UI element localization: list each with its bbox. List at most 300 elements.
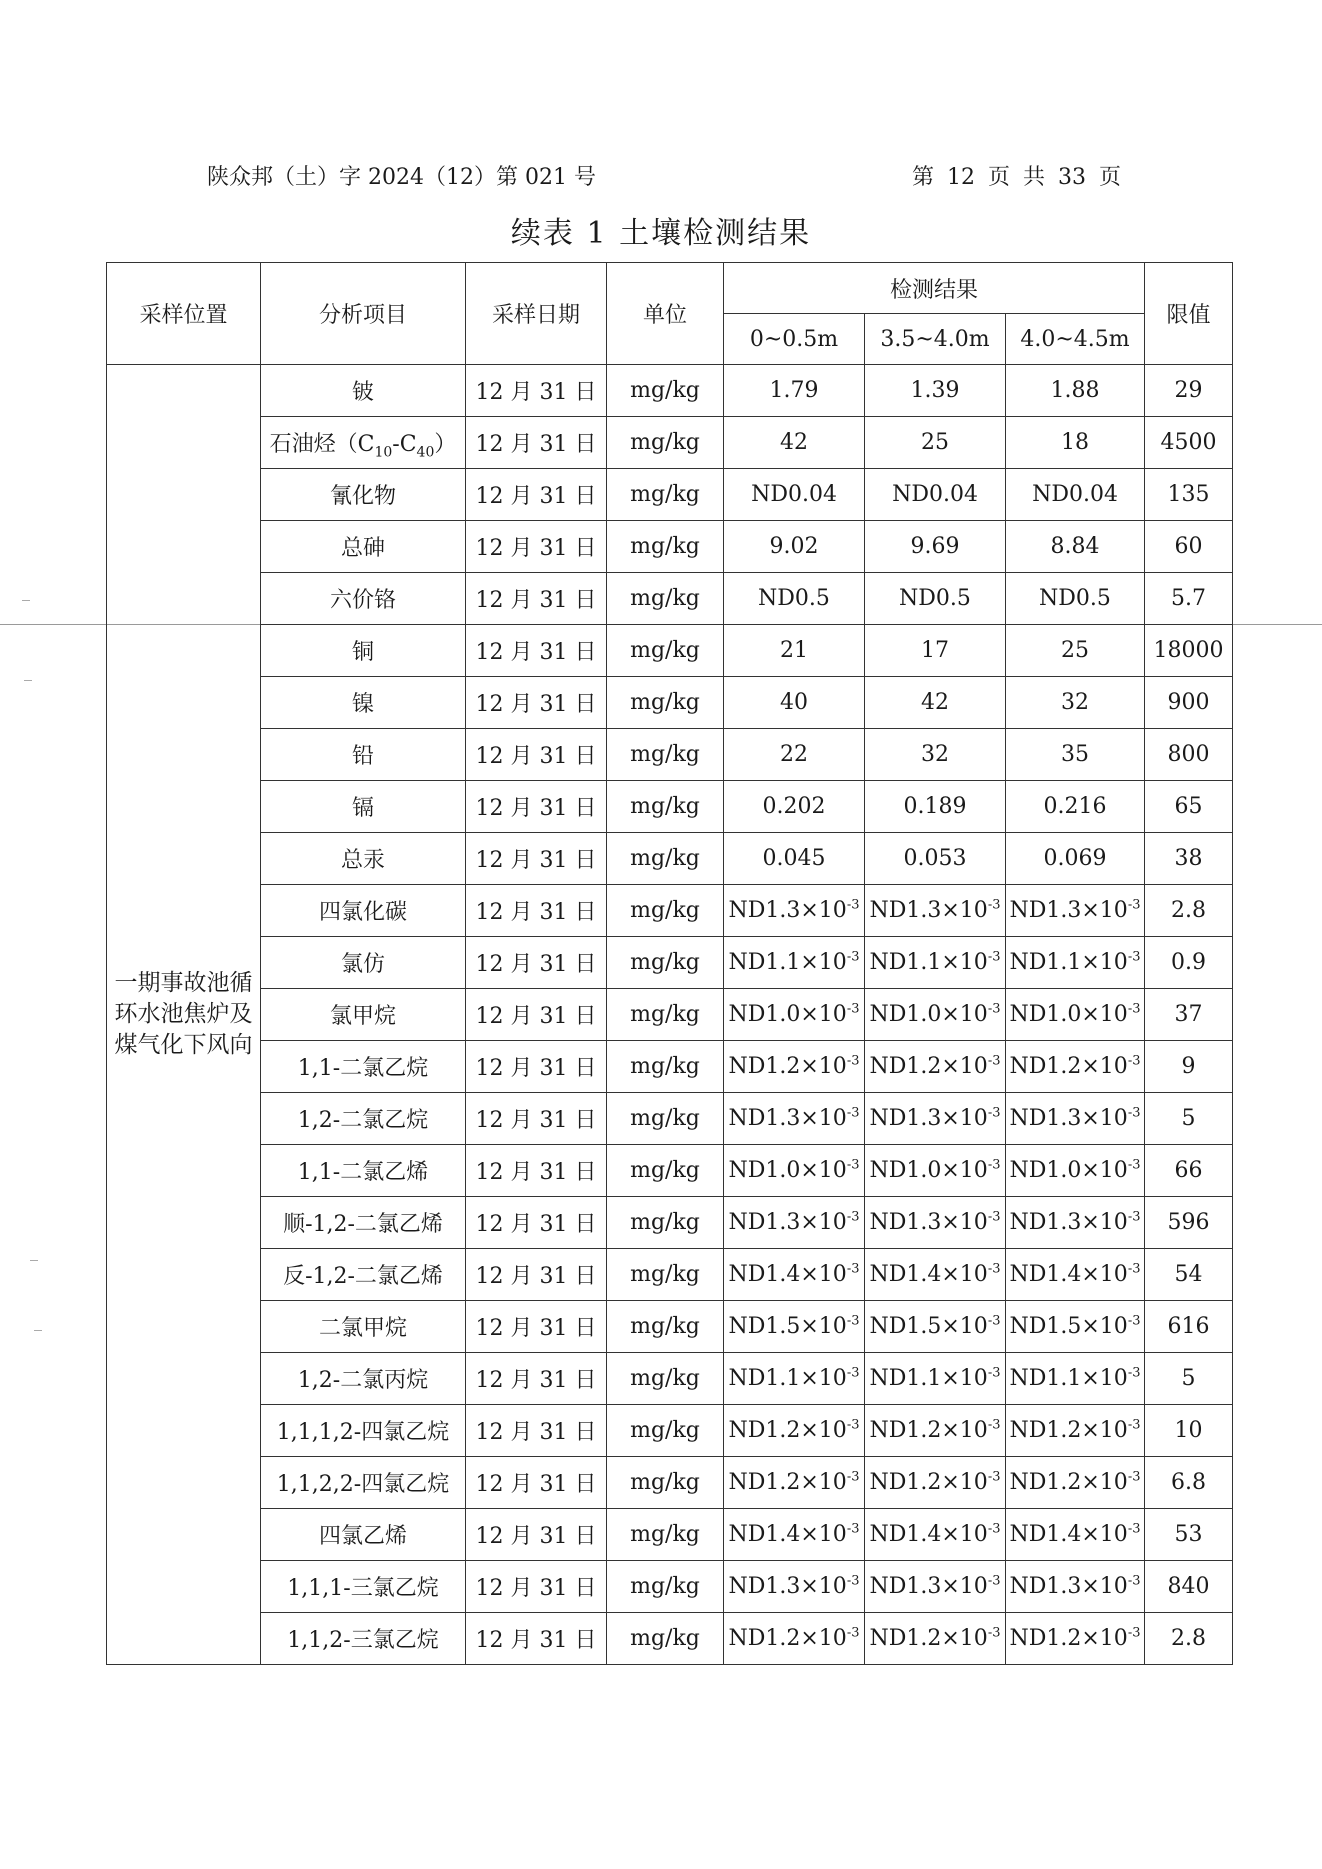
col-depth1-header: 0~0.5m xyxy=(724,314,865,365)
result-base: ND1.3×10 xyxy=(728,898,847,923)
result-base: ND1.2×10 xyxy=(869,1626,988,1651)
result-cell: 32 xyxy=(1006,677,1145,729)
unit-cell: mg/kg xyxy=(607,1249,724,1301)
sampling-date-cell: 12 月 31 日 xyxy=(466,1353,607,1405)
result-exponent: -3 xyxy=(846,1469,860,1485)
result-exponent: -3 xyxy=(987,949,1001,965)
result-cell xyxy=(865,885,1006,937)
sampling-date-cell: 12 月 31 日 xyxy=(466,1041,607,1093)
table-row xyxy=(107,573,1233,625)
limit-cell: 5.7 xyxy=(1145,573,1233,625)
result-base: ND1.2×10 xyxy=(869,1470,988,1495)
result-cell xyxy=(724,1509,865,1561)
result-cell: ND0.5 xyxy=(865,573,1006,625)
analysis-item-cell: 1,1,2-三氯乙烷 xyxy=(261,1613,466,1665)
table-row xyxy=(107,1457,1233,1509)
table-row xyxy=(107,1197,1233,1249)
result-exponent: -3 xyxy=(846,1625,860,1641)
result-cell xyxy=(724,1249,865,1301)
unit-cell: mg/kg xyxy=(607,417,724,469)
unit-cell: mg/kg xyxy=(607,521,724,573)
result-base: ND1.1×10 xyxy=(728,950,847,975)
sampling-date-cell: 12 月 31 日 xyxy=(466,521,607,573)
result-exponent: -3 xyxy=(987,1001,1001,1017)
result-cell xyxy=(865,989,1006,1041)
result-base: ND1.4×10 xyxy=(1009,1522,1128,1547)
result-base: ND1.0×10 xyxy=(728,1158,847,1183)
limit-cell: 900 xyxy=(1145,677,1233,729)
unit-cell: mg/kg xyxy=(607,1561,724,1613)
col-results-header: 检测结果 xyxy=(724,263,1145,314)
result-cell xyxy=(865,937,1006,989)
result-cell: 42 xyxy=(865,677,1006,729)
result-base: ND1.0×10 xyxy=(869,1158,988,1183)
result-cell xyxy=(865,1041,1006,1093)
result-base: ND1.2×10 xyxy=(728,1418,847,1443)
limit-cell: 800 xyxy=(1145,729,1233,781)
result-cell xyxy=(724,1561,865,1613)
analysis-item-part: 40 xyxy=(416,444,435,461)
result-base: ND1.5×10 xyxy=(869,1314,988,1339)
result-cell xyxy=(1006,1457,1145,1509)
result-base: ND1.0×10 xyxy=(1009,1002,1128,1027)
limit-cell: 29 xyxy=(1145,365,1233,417)
result-cell: ND0.04 xyxy=(865,469,1006,521)
analysis-item-cell: 反-1,2-二氯乙烯 xyxy=(261,1249,466,1301)
col-limit-header: 限值 xyxy=(1145,263,1233,365)
analysis-item-cell: 六价铬 xyxy=(261,573,466,625)
result-cell xyxy=(865,1249,1006,1301)
table-row xyxy=(107,1093,1233,1145)
result-exponent: -3 xyxy=(987,1469,1001,1485)
result-cell: 40 xyxy=(724,677,865,729)
unit-cell: mg/kg xyxy=(607,937,724,989)
result-exponent: -3 xyxy=(846,1157,860,1173)
result-cell xyxy=(865,1613,1006,1665)
result-base: ND1.5×10 xyxy=(728,1314,847,1339)
unit-cell: mg/kg xyxy=(607,573,724,625)
result-exponent: -3 xyxy=(846,949,860,965)
unit-cell: mg/kg xyxy=(607,677,724,729)
result-cell: 42 xyxy=(724,417,865,469)
unit-cell: mg/kg xyxy=(607,781,724,833)
result-exponent: -3 xyxy=(846,1313,860,1329)
limit-cell: 2.8 xyxy=(1145,885,1233,937)
result-cell xyxy=(724,989,865,1041)
result-exponent: -3 xyxy=(846,1365,860,1381)
table-row xyxy=(107,1145,1233,1197)
result-cell xyxy=(1006,1509,1145,1561)
result-cell xyxy=(1006,1561,1145,1613)
unit-cell: mg/kg xyxy=(607,1301,724,1353)
result-exponent: -3 xyxy=(1127,1157,1141,1173)
result-base: ND1.1×10 xyxy=(728,1366,847,1391)
result-cell: 1.79 xyxy=(724,365,865,417)
table-row xyxy=(107,417,1233,469)
result-cell xyxy=(724,1301,865,1353)
unit-cell: mg/kg xyxy=(607,1093,724,1145)
analysis-item-cell: 1,2-二氯丙烷 xyxy=(261,1353,466,1405)
limit-cell: 616 xyxy=(1145,1301,1233,1353)
unit-cell: mg/kg xyxy=(607,1353,724,1405)
result-base: ND1.4×10 xyxy=(869,1262,988,1287)
table-row xyxy=(107,469,1233,521)
result-exponent: -3 xyxy=(846,1573,860,1589)
result-cell xyxy=(865,1353,1006,1405)
col-depth2-header: 3.5~4.0m xyxy=(865,314,1006,365)
result-cell: 18 xyxy=(1006,417,1145,469)
result-cell: 0.045 xyxy=(724,833,865,885)
unit-cell: mg/kg xyxy=(607,989,724,1041)
table-row xyxy=(107,1249,1233,1301)
result-base: ND1.1×10 xyxy=(869,1366,988,1391)
analysis-item-part: -C xyxy=(392,432,417,457)
limit-cell: 6.8 xyxy=(1145,1457,1233,1509)
limit-cell: 4500 xyxy=(1145,417,1233,469)
limit-cell: 596 xyxy=(1145,1197,1233,1249)
result-cell: ND0.04 xyxy=(724,469,865,521)
result-exponent: -3 xyxy=(987,1157,1001,1173)
result-exponent: -3 xyxy=(1127,1365,1141,1381)
limit-cell: 37 xyxy=(1145,989,1233,1041)
result-base: ND1.1×10 xyxy=(1009,1366,1128,1391)
result-base: ND1.3×10 xyxy=(1009,1106,1128,1131)
table-row xyxy=(107,781,1233,833)
sampling-date-cell: 12 月 31 日 xyxy=(466,625,607,677)
unit-cell: mg/kg xyxy=(607,1457,724,1509)
result-exponent: -3 xyxy=(1127,1261,1141,1277)
result-cell xyxy=(1006,1301,1145,1353)
analysis-item-cell: 总砷 xyxy=(261,521,466,573)
table-row xyxy=(107,521,1233,573)
analysis-item-cell: 1,1-二氯乙烯 xyxy=(261,1145,466,1197)
result-exponent: -3 xyxy=(1127,1573,1141,1589)
limit-cell: 38 xyxy=(1145,833,1233,885)
result-base: ND1.2×10 xyxy=(1009,1470,1128,1495)
result-exponent: -3 xyxy=(1127,1625,1141,1641)
sampling-date-cell: 12 月 31 日 xyxy=(466,989,607,1041)
sampling-date-cell: 12 月 31 日 xyxy=(466,469,607,521)
limit-cell: 5 xyxy=(1145,1353,1233,1405)
result-exponent: -3 xyxy=(846,1261,860,1277)
table-row xyxy=(107,677,1233,729)
table-row xyxy=(107,1509,1233,1561)
result-cell xyxy=(1006,1197,1145,1249)
unit-cell: mg/kg xyxy=(607,885,724,937)
table-row xyxy=(107,729,1233,781)
table-title: 续表 1 土壤检测结果 xyxy=(510,216,812,251)
result-cell: ND0.5 xyxy=(1006,573,1145,625)
result-cell xyxy=(1006,1093,1145,1145)
col-item-header: 分析项目 xyxy=(261,263,466,365)
result-cell xyxy=(1006,1613,1145,1665)
result-exponent: -3 xyxy=(1127,1001,1141,1017)
analysis-item-cell: 镍 xyxy=(261,677,466,729)
analysis-item-cell: 1,1,1-三氯乙烷 xyxy=(261,1561,466,1613)
sampling-date-cell: 12 月 31 日 xyxy=(466,677,607,729)
sampling-date-cell: 12 月 31 日 xyxy=(466,1249,607,1301)
table-row xyxy=(107,1405,1233,1457)
analysis-item-cell: 顺-1,2-二氯乙烯 xyxy=(261,1197,466,1249)
result-cell: 9.69 xyxy=(865,521,1006,573)
result-base: ND1.0×10 xyxy=(869,1002,988,1027)
result-base: ND1.3×10 xyxy=(869,898,988,923)
unit-cell: mg/kg xyxy=(607,365,724,417)
result-exponent: -3 xyxy=(1127,1209,1141,1225)
result-cell xyxy=(724,1353,865,1405)
result-cell: 8.84 xyxy=(1006,521,1145,573)
limit-cell: 2.8 xyxy=(1145,1613,1233,1665)
analysis-item-cell: 铅 xyxy=(261,729,466,781)
result-cell xyxy=(865,1457,1006,1509)
analysis-item-cell xyxy=(261,417,466,469)
sampling-date-cell: 12 月 31 日 xyxy=(466,833,607,885)
limit-cell: 18000 xyxy=(1145,625,1233,677)
analysis-item-cell: 1,1,1,2-四氯乙烷 xyxy=(261,1405,466,1457)
analysis-item-part: 10 xyxy=(374,444,393,461)
result-base: ND1.2×10 xyxy=(1009,1418,1128,1443)
result-base: ND1.3×10 xyxy=(869,1574,988,1599)
result-exponent: -3 xyxy=(846,1001,860,1017)
result-exponent: -3 xyxy=(987,1105,1001,1121)
result-cell: 17 xyxy=(865,625,1006,677)
table-row xyxy=(107,937,1233,989)
limit-cell: 135 xyxy=(1145,469,1233,521)
result-exponent: -3 xyxy=(846,1105,860,1121)
result-base: ND1.4×10 xyxy=(728,1522,847,1547)
result-cell xyxy=(1006,1041,1145,1093)
table-row xyxy=(107,989,1233,1041)
result-cell xyxy=(724,885,865,937)
table-row xyxy=(107,1613,1233,1665)
sampling-date-cell: 12 月 31 日 xyxy=(466,365,607,417)
result-cell xyxy=(724,1405,865,1457)
result-exponent: -3 xyxy=(1127,949,1141,965)
result-cell xyxy=(724,1613,865,1665)
sampling-date-cell: 12 月 31 日 xyxy=(466,1405,607,1457)
result-base: ND1.2×10 xyxy=(728,1626,847,1651)
result-cell: 32 xyxy=(865,729,1006,781)
result-exponent: -3 xyxy=(987,1313,1001,1329)
result-cell xyxy=(724,937,865,989)
unit-cell: mg/kg xyxy=(607,625,724,677)
result-base: ND1.5×10 xyxy=(1009,1314,1128,1339)
result-cell xyxy=(724,1093,865,1145)
result-base: ND1.3×10 xyxy=(869,1106,988,1131)
result-base: ND1.1×10 xyxy=(1009,950,1128,975)
analysis-item-cell: 总汞 xyxy=(261,833,466,885)
result-cell xyxy=(1006,937,1145,989)
result-cell xyxy=(1006,1145,1145,1197)
result-cell: ND0.04 xyxy=(1006,469,1145,521)
result-exponent: -3 xyxy=(846,1521,860,1537)
sampling-date-cell: 12 月 31 日 xyxy=(466,1457,607,1509)
result-base: ND1.2×10 xyxy=(728,1470,847,1495)
result-cell xyxy=(865,1301,1006,1353)
analysis-item-cell: 铍 xyxy=(261,365,466,417)
result-cell: 1.88 xyxy=(1006,365,1145,417)
result-base: ND1.2×10 xyxy=(869,1418,988,1443)
result-exponent: -3 xyxy=(987,897,1001,913)
scan-mark xyxy=(22,600,30,601)
sampling-date-cell: 12 月 31 日 xyxy=(466,1197,607,1249)
result-base: ND1.0×10 xyxy=(728,1002,847,1027)
result-exponent: -3 xyxy=(846,1417,860,1433)
result-cell: 25 xyxy=(1006,625,1145,677)
result-cell: 25 xyxy=(865,417,1006,469)
result-exponent: -3 xyxy=(1127,1417,1141,1433)
analysis-item-part: ） xyxy=(434,432,457,457)
analysis-item-cell: 铜 xyxy=(261,625,466,677)
limit-cell: 0.9 xyxy=(1145,937,1233,989)
result-base: ND1.2×10 xyxy=(1009,1626,1128,1651)
result-exponent: -3 xyxy=(846,897,860,913)
sampling-date-cell: 12 月 31 日 xyxy=(466,1301,607,1353)
limit-cell: 9 xyxy=(1145,1041,1233,1093)
result-exponent: -3 xyxy=(1127,1469,1141,1485)
result-base: ND1.3×10 xyxy=(728,1574,847,1599)
result-base: ND1.4×10 xyxy=(728,1262,847,1287)
result-cell: 0.216 xyxy=(1006,781,1145,833)
result-cell xyxy=(865,1093,1006,1145)
sampling-date-cell: 12 月 31 日 xyxy=(466,937,607,989)
result-exponent: -3 xyxy=(1127,1313,1141,1329)
result-exponent: -3 xyxy=(987,1573,1001,1589)
result-base: ND1.2×10 xyxy=(1009,1054,1128,1079)
result-cell: ND0.5 xyxy=(724,573,865,625)
result-cell xyxy=(1006,885,1145,937)
analysis-item-cell: 氰化物 xyxy=(261,469,466,521)
table-row xyxy=(107,833,1233,885)
result-exponent: -3 xyxy=(987,1625,1001,1641)
sampling-date-cell: 12 月 31 日 xyxy=(466,729,607,781)
result-exponent: -3 xyxy=(1127,1105,1141,1121)
result-exponent: -3 xyxy=(987,1261,1001,1277)
limit-cell: 54 xyxy=(1145,1249,1233,1301)
table-row xyxy=(107,1301,1233,1353)
sampling-date-cell: 12 月 31 日 xyxy=(466,1509,607,1561)
table-row xyxy=(107,625,1233,677)
result-cell xyxy=(865,1509,1006,1561)
result-cell: 22 xyxy=(724,729,865,781)
col-date-header: 采样日期 xyxy=(466,263,607,365)
analysis-item-cell: 氯甲烷 xyxy=(261,989,466,1041)
result-base: ND1.1×10 xyxy=(869,950,988,975)
result-exponent: -3 xyxy=(1127,1053,1141,1069)
limit-cell: 840 xyxy=(1145,1561,1233,1613)
table-row xyxy=(107,365,1233,417)
sampling-date-cell: 12 月 31 日 xyxy=(466,1093,607,1145)
result-base: ND1.3×10 xyxy=(1009,898,1128,923)
result-base: ND1.3×10 xyxy=(869,1210,988,1235)
unit-cell: mg/kg xyxy=(607,833,724,885)
unit-cell: mg/kg xyxy=(607,1041,724,1093)
unit-cell: mg/kg xyxy=(607,1613,724,1665)
limit-cell: 5 xyxy=(1145,1093,1233,1145)
col-location-header: 采样位置 xyxy=(107,263,261,365)
result-cell: 21 xyxy=(724,625,865,677)
analysis-item-cell: 镉 xyxy=(261,781,466,833)
result-cell xyxy=(865,1561,1006,1613)
col-depth3-header: 4.0~4.5m xyxy=(1006,314,1145,365)
analysis-item-part: 石油烃（C xyxy=(269,432,375,457)
unit-cell: mg/kg xyxy=(607,1197,724,1249)
result-base: ND1.3×10 xyxy=(728,1106,847,1131)
result-base: ND1.2×10 xyxy=(869,1054,988,1079)
analysis-item-cell: 二氯甲烷 xyxy=(261,1301,466,1353)
result-cell: 1.39 xyxy=(865,365,1006,417)
result-base: ND1.2×10 xyxy=(728,1054,847,1079)
result-base: ND1.3×10 xyxy=(1009,1210,1128,1235)
limit-cell: 66 xyxy=(1145,1145,1233,1197)
result-cell xyxy=(1006,1249,1145,1301)
limit-cell: 65 xyxy=(1145,781,1233,833)
soil-results-table xyxy=(106,262,1233,1665)
analysis-item-cell: 氯仿 xyxy=(261,937,466,989)
result-cell xyxy=(865,1197,1006,1249)
result-cell xyxy=(724,1145,865,1197)
page-info: 第 12 页 共 33 页 xyxy=(912,165,1121,190)
result-exponent: -3 xyxy=(987,1365,1001,1381)
result-cell xyxy=(1006,1353,1145,1405)
sampling-date-cell: 12 月 31 日 xyxy=(466,885,607,937)
limit-cell: 10 xyxy=(1145,1405,1233,1457)
table-row xyxy=(107,1353,1233,1405)
report-number: 陕众邦（土）字 2024（12）第 021 号 xyxy=(207,165,596,190)
result-exponent: -3 xyxy=(1127,1521,1141,1537)
scan-mark xyxy=(24,680,32,681)
result-cell: 0.202 xyxy=(724,781,865,833)
result-base: ND1.4×10 xyxy=(1009,1262,1128,1287)
result-base: ND1.4×10 xyxy=(869,1522,988,1547)
unit-cell: mg/kg xyxy=(607,469,724,521)
result-cell: 35 xyxy=(1006,729,1145,781)
analysis-item-cell: 四氯乙烯 xyxy=(261,1509,466,1561)
table-row xyxy=(107,1041,1233,1093)
result-exponent: -3 xyxy=(987,1209,1001,1225)
sampling-date-cell: 12 月 31 日 xyxy=(466,1145,607,1197)
unit-cell: mg/kg xyxy=(607,1509,724,1561)
analysis-item-cell: 1,2-二氯乙烷 xyxy=(261,1093,466,1145)
unit-cell: mg/kg xyxy=(607,1145,724,1197)
result-cell: 9.02 xyxy=(724,521,865,573)
result-exponent: -3 xyxy=(846,1053,860,1069)
result-cell: 0.053 xyxy=(865,833,1006,885)
result-base: ND1.3×10 xyxy=(728,1210,847,1235)
scan-mark xyxy=(30,1260,38,1261)
table-row xyxy=(107,885,1233,937)
result-cell xyxy=(865,1405,1006,1457)
sampling-date-cell: 12 月 31 日 xyxy=(466,781,607,833)
result-exponent: -3 xyxy=(846,1209,860,1225)
sampling-date-cell: 12 月 31 日 xyxy=(466,417,607,469)
analysis-item-cell: 1,1,2,2-四氯乙烷 xyxy=(261,1457,466,1509)
unit-cell: mg/kg xyxy=(607,1405,724,1457)
result-exponent: -3 xyxy=(987,1053,1001,1069)
result-exponent: -3 xyxy=(1127,897,1141,913)
result-cell xyxy=(724,1457,865,1509)
analysis-item-cell: 四氯化碳 xyxy=(261,885,466,937)
result-cell xyxy=(1006,989,1145,1041)
result-cell: 0.189 xyxy=(865,781,1006,833)
result-cell xyxy=(1006,1405,1145,1457)
result-base: ND1.0×10 xyxy=(1009,1158,1128,1183)
result-cell: 0.069 xyxy=(1006,833,1145,885)
result-cell xyxy=(865,1145,1006,1197)
scan-mark xyxy=(34,1330,42,1331)
sampling-date-cell: 12 月 31 日 xyxy=(466,573,607,625)
unit-cell: mg/kg xyxy=(607,729,724,781)
